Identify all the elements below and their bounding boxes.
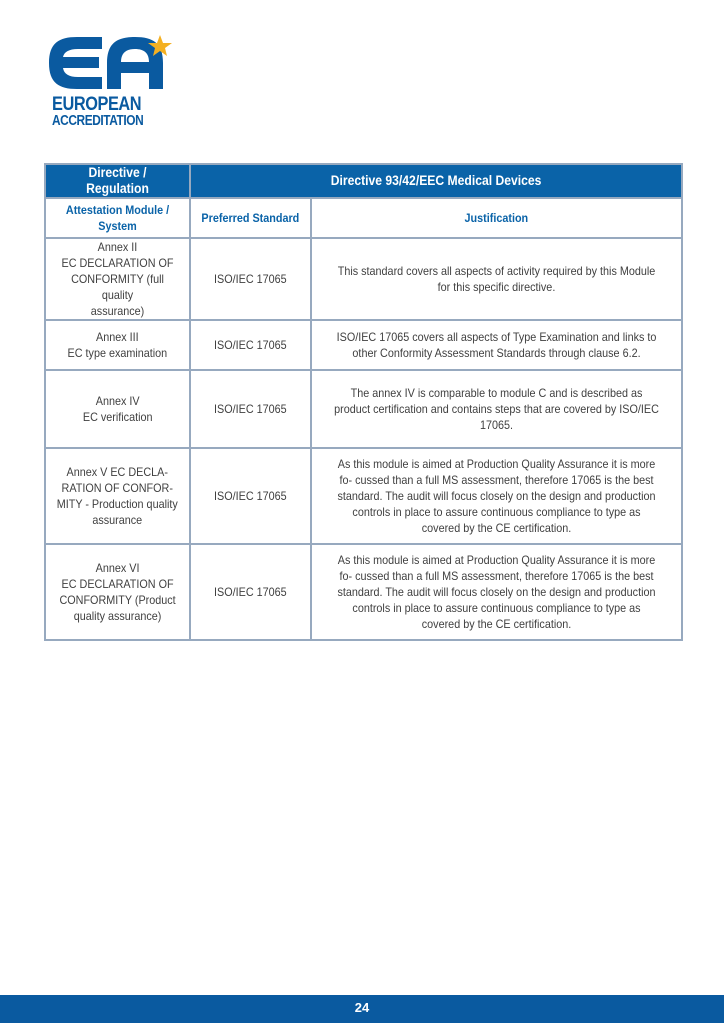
module-cell: Annex V EC DECLA- RATION OF CONFOR- MITY - Production quality assurance xyxy=(45,448,190,544)
module-cell: Annex III EC type examination xyxy=(45,320,190,370)
column-header-module: Attestation Module / System xyxy=(45,198,190,238)
page-footer xyxy=(0,995,724,1023)
column-header-justification: Justification xyxy=(311,198,682,238)
logo-text-accreditation: ACCREDITATION xyxy=(52,113,144,129)
directive-standards-table xyxy=(44,163,683,641)
justification-cell: As this module is aimed at Production Quality Assurance it is more fo- cussed than a full MS assessment, therefore 17065 is the best standard. The audit will focus closely on the design and production controls in place to assure continuous compliance to type as covered by the CE certification. xyxy=(311,448,682,544)
justification-cell: ISO/IEC 17065 covers all aspects of Type Examination and links to other Conformity Assessment Standards through clause 6.2. xyxy=(311,320,682,370)
table-title-row xyxy=(45,164,682,198)
standard-cell: ISO/IEC 17065 xyxy=(190,238,311,320)
table-row xyxy=(45,544,682,640)
justification-cell: The annex IV is comparable to module C and is described as product certification and contains steps that are covered by ISO/IEC 17065. xyxy=(311,370,682,448)
standard-cell: ISO/IEC 17065 xyxy=(190,320,311,370)
justification-cell: This standard covers all aspects of activity required by this Module for this specific directive. xyxy=(311,238,682,320)
table-row xyxy=(45,320,682,370)
table-column-headers xyxy=(45,198,682,238)
module-cell: Annex IV EC verification xyxy=(45,370,190,448)
table-row xyxy=(45,238,682,320)
module-cell: Annex II EC DECLARATION OF CONFORMITY (full quality assurance) xyxy=(45,238,190,320)
table-row xyxy=(45,448,682,544)
european-accreditation-logo xyxy=(47,33,177,133)
module-cell: Annex VI EC DECLARATION OF CONFORMITY (Product quality assurance) xyxy=(45,544,190,640)
column-header-standard: Preferred Standard xyxy=(190,198,311,238)
ea-logo-mark-icon xyxy=(47,33,177,93)
standard-cell: ISO/IEC 17065 xyxy=(190,370,311,448)
directive-name: Directive 93/42/EEC Medical Devices xyxy=(190,164,682,198)
standard-cell: ISO/IEC 17065 xyxy=(190,544,311,640)
justification-cell: As this module is aimed at Production Quality Assurance it is more fo- cussed than a full MS assessment, therefore 17065 is the best standard. The audit will focus closely on the design and production controls in place to assure continuous compliance to type as covered by the CE certification. xyxy=(311,544,682,640)
logo-text-european: EUROPEAN xyxy=(52,94,142,115)
page-number: 24 xyxy=(354,1000,370,1015)
standard-cell: ISO/IEC 17065 xyxy=(190,448,311,544)
table-row xyxy=(45,370,682,448)
directive-regulation-label: Directive / Regulation xyxy=(45,164,190,198)
